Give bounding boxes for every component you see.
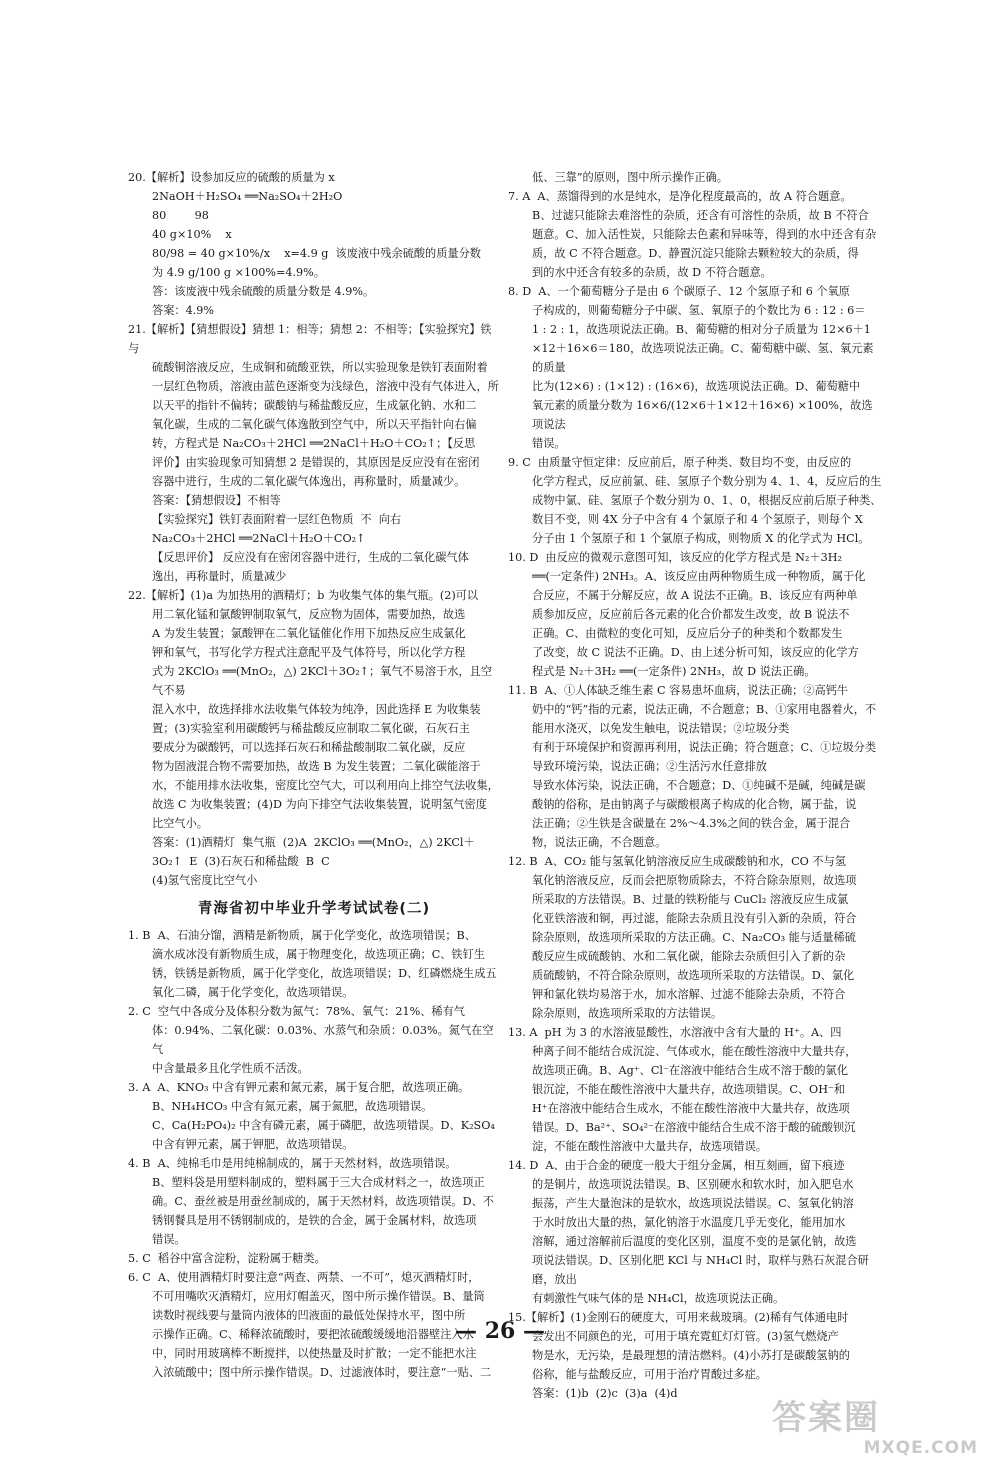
text-line: 钾和氧气，书写化学方程式注意配平及气体符号，所以化学方程 [152,646,466,659]
text-line: 除杂原则，故选项所采取的方法错误。 [532,1007,723,1020]
text-line: 式为 2KClO₃ ══(MnO₂，△) 2KCl＋3O₂↑；氧气不易溶于水，且空气不易 [152,665,493,697]
text-line: 锈钢餐具是用不锈钢制成的，是铁的合金，属于金属材料，故选项 [152,1214,477,1227]
text-line: 锈，铁锈是新物质，属于化学变化，故选项错误；D、红磷燃烧生成五 [152,967,497,980]
text-line: 故选项正确。B、Ag⁺、Cl⁻在溶液中能结合生成不溶于酸的氯化 [532,1064,848,1077]
text-line: 能用水浇灭，以免发生触电，说法错误；②垃圾分类 [532,722,790,735]
text-line: 答案：(1)b (2)c (3)a (4)d [532,1387,678,1400]
text-line: 物是水，无污染，是最理想的清洁燃料。(4)小苏打是碳酸氢钠的 [532,1349,850,1362]
text-line: 容器中进行，生成的二氧化碳气体逸出，再称量时，质量减少。 [152,475,466,488]
text-line: 【实验探究】铁钉表面附着一层红色物质 不 向右 [152,513,402,526]
text-line: 80 98 [152,209,209,222]
text-line: 氧化二磷，属于化学变化，故选项错误。 [152,986,354,999]
text-line: 要成分为碳酸钙，可以选择石灰石和稀盐酸制取二氧化碳，反应 [152,741,466,754]
text-line: 置；(3)实验室利用碳酸钙与稀盐酸反应制取二氧化碳，石灰石主 [152,722,470,735]
text-line: 法正确；②生铁是含碳量在 2%～4.3%之间的铁合金，属于混合 [532,817,851,830]
text-line: 15.【解析】(1)金刚石的硬度大，可用来裁玻璃。(2)稀有气体通电时 [508,1311,849,1324]
text-line: 分子由 1 个氢原子和 1 个氯原子构成，则物质 X 的化学式为 HCl。 [532,532,870,545]
section-title: 青海省初中毕业升学考试试卷(二) [197,901,431,917]
text-line: 有刺激性气味气体的是 NH₄Cl，故选项说法正确。 [532,1292,785,1305]
text-line: 溶解，通过溶解前后温度的变化区别，温度不变的是氯化钠，故选 [532,1235,857,1248]
text-line: B、过滤只能除去难溶性的杂质，还含有可溶性的杂质，故 B 不符合 [532,209,869,222]
text-line: 答案：(1)酒精灯 集气瓶 (2)A 2KClO₃ ══(MnO₂，△) 2KCl＋ [152,836,475,849]
text-line: 转，方程式是 Na₂CO₃＋2HCl ══2NaCl＋H₂O＋CO₂↑；【反思 [152,437,476,450]
right-column [508,168,882,1400]
text-line: (4)氢气密度比空气小 [152,874,258,887]
text-line: 物，说法正确，不合题意。 [532,836,667,849]
text-line: 氧化钠溶液反应，反而会把原物质除去，不符合除杂原则，故选项 [532,874,857,887]
text-line: 答案：4.9% [152,304,214,317]
text-line: 低、三靠”的原则，图中所示操作正确。 [532,171,728,184]
text-line: 正确。C、由微粒的变化可知，反应后分子的种类和个数都发生 [532,627,843,640]
text-line: 奶中的“钙”指的元素，说法正确，不合题意；B、①家用电器着火，不 [532,703,877,716]
text-line: 12. B A、CO₂ 能与氢氧化钠溶液反应生成碳酸钠和水，CO 不与氢 [508,855,846,868]
text-line: 故选 C 为收集装置；(4)D 为向下排空气法收集装置，说明氢气密度 [152,798,487,811]
text-line: 题意。C、加入活性炭，只能除去色素和异味等，得到的水中还含有杂 [532,228,877,241]
text-line: 入浓硫酸中；图中所示操作错误。D、过滤液体时，要注意“一贴、二 [152,1366,492,1379]
text-line: 导致水体污染，说法正确，不合题意；D、①纯碱不是碱，纯碱是碳 [532,779,866,792]
text-line: 逸出，再称量时，质量减少 [152,570,287,583]
text-line: 【反思评价】 反应没有在密闭容器中进行，生成的二氧化碳气体 [152,551,469,564]
text-line: 振荡，产生大量泡沫的是软水，故选项说法错误。C、氢氧化钠溶 [532,1197,854,1210]
text-line: 酸钠的俗称，是由钠离子与碳酸根离子构成的化合物，属于盐，说 [532,798,857,811]
text-line: 2. C 空气中各成分及体积分数为氮气：78%、氧气：21%、稀有气 [128,1005,465,1018]
text-line: 评价】由实验现象可知猜想 2 是错误的，其原因是反应没有在密闭 [152,456,480,469]
text-line: A 为发生装置；氯酸钾在二氧化锰催化作用下加热反应生成氯化 [152,627,466,640]
text-line: 钾和氯化铁均易溶于水，加水溶解、过滤不能除去杂质，不符合 [532,988,846,1001]
text-line: 1 : 2 : 1，故选项说法正确。B、葡萄糖的相对分子质量为 12×6＋1 [532,323,871,336]
text-line: 于水时放出大量的热，氯化钠溶于水温度几乎无变化，能用加水 [532,1216,846,1229]
text-line: 用二氧化锰和氯酸钾制取氧气，反应物为固体，需要加热，故选 [152,608,466,621]
text-line: 质硫酸钠，不符合除杂原则，故选项所采取的方法错误。D、氯化 [532,969,855,982]
text-line: B、NH₄HCO₃ 中含有氮元素，属于氮肥，故选项错误。 [152,1100,433,1113]
text-line: 读数时视线要与量筒内液体的凹液面的最低处保持水平，图中所 [152,1309,466,1322]
text-line: 俗称，能与盐酸反应，可用于治疗胃酸过多症。 [532,1368,767,1381]
text-line: 化亚铁溶液和铜，再过滤，能除去杂质且没有引入新的杂质，符合 [532,912,857,925]
text-line: 的是铜片，故选项说法错误。B、区别硬水和软水时，加入肥皂水 [532,1178,854,1191]
text-line: 错误。 [532,437,566,450]
text-line: 20.【解析】设参加反应的硫酸的质量为 x [128,171,335,184]
text-line: ══(一定条件) 2NH₃。A、该反应由两种物质生成一种物质，属于化 [532,570,866,583]
text-line: 确。C、蚕丝被是用蚕丝制成的，属于天然材料，故选项错误。D、不 [152,1195,494,1208]
text-line: 会发出不同颜色的光，可用于填充霓虹灯灯管。(3)氢气燃烧产 [532,1330,839,1343]
text-line: 示操作正确。C、稀释浓硫酸时，要把浓硫酸缓缓地沿器壁注入水 [152,1328,474,1341]
text-line: 滴水成冰没有新物质生成，属于物理变化，故选项正确；C、铁钉生 [152,948,485,961]
text-line: 混入水中，故选择排水法收集气体较为纯净，因此选择 E 为收集装 [152,703,481,716]
text-line: 淀，不能在酸性溶液中大量共存，故选项错误。 [532,1140,767,1153]
page-number: — 26 — [455,1318,545,1344]
text-line: 中，同时用玻璃棒不断搅拌，以使热量及时扩散；一定不能把水注 [152,1347,477,1360]
text-line: 所采取的方法错误。B、过量的铁粉能与 CuCl₂ 溶液反应生成氯 [532,893,849,906]
text-line: 14. D A、由于合金的硬度一般大于组分金属，相互刻画，留下痕迹 [508,1159,845,1172]
text-line: 13. A pH 为 3 的水溶液显酸性，水溶液中含有大量的 H⁺。A、四 [508,1026,842,1039]
text-line: 3. A A、KNO₃ 中含有钾元素和氮元素，属于复合肥，故选项正确。 [128,1081,470,1094]
text-line: 种离子间不能结合成沉淀、气体或水，能在酸性溶液中大量共存， [532,1045,857,1058]
text-line: H⁺在溶液中能结合生成水，不能在酸性溶液中大量共存，故选项 [532,1102,850,1115]
text-line: 11. B A、①人体缺乏维生素 C 容易患坏血病，说法正确；②高钙牛 [508,684,849,697]
text-line: 物为固液混合物不需要加热，故选 B 为发生装置；二氧化碳能溶于 [152,760,481,773]
text-line: 错误。D、Ba²⁺、SO₄²⁻在溶液中能结合生成不溶于酸的硫酸钡沉 [532,1121,856,1134]
text-line: C、Ca(H₂PO₄)₂ 中含有磷元素，属于磷肥，故选项错误。D、K₂SO₄ [152,1119,495,1132]
text-line: 化学方程式，反应前氯、硅、氢原子个数分别为 4、1、4，反应后的生 [532,475,882,488]
text-line: 为 4.9 g/100 g ×100%=4.9%。 [152,266,325,279]
text-line: 到的水中还含有较多的杂质，故 D 不符合题意。 [532,266,772,279]
text-line: 答案：【猜想假设】不相等 [152,494,281,507]
text-line: 除杂原则，故选项所采取的方法正确。C、Na₂CO₃ 能与适量稀硫 [532,931,856,944]
text-line: 导致环境污染，说法正确；②生活污水任意排放 [532,760,767,773]
text-line: 5. C 稻谷中富含淀粉，淀粉属于糖类。 [128,1252,326,1265]
text-line: 氧化碳，生成的二氧化碳气体逸散到空气中，所以天平指针向右偏 [152,418,477,431]
text-line: 比为(12×6) : (1×12) : (16×6)，故选项说法正确。D、葡萄糖中 [532,380,861,393]
text-line: 9. C 由质量守恒定律：反应前后，原子种类、数目均不变，由反应的 [508,456,852,469]
text-line: 银沉淀，不能在酸性溶液中大量共存，故选项错误。C、OH⁻和 [532,1083,846,1096]
text-line: 8. D A、一个葡萄糖分子是由 6 个碳原子、12 个氢原子和 6 个氧原 [508,285,850,298]
text-line: B、塑料袋是用塑料制成的，塑料属于三大合成材料之一，故选项正 [152,1176,485,1189]
text-line: 子构成的，则葡萄糖分子中碳、氢、氧原子的个数比为 6 : 12 : 6＝ [532,304,866,317]
watermark-logo [772,1398,992,1466]
text-line: 氧元素的质量分数为 16×6/(12×6＋1×12＋16×6) ×100%，故选项说法 [532,399,873,431]
text-line: 质参加反应，反应前后各元素的化合价都发生改变，故 B 说法不 [532,608,850,621]
watermark-url: MXQE.COM [863,1438,978,1458]
text-line: 有利于环境保护和资源再利用，说法正确；符合题意；C、①垃圾分类 [532,741,877,754]
text-line: 7. A A、蒸馏得到的水是纯水，是净化程度最高的，故 A 符合题意。 [508,190,852,203]
text-line: 合反应，不属于分解反应，故 A 说法不正确。B、该反应有两种单 [532,589,858,602]
text-line: 2NaOH＋H₂SO₄ ══Na₂SO₄＋2H₂O [152,190,343,203]
text-line: 体：0.94%、二氧化碳：0.03%、水蒸气和杂质：0.03%。氮气在空气 [152,1024,494,1056]
text-line: 不可用嘴吹灭酒精灯，应用灯帽盖灭，图中所示操作错误。B、量筒 [152,1290,485,1303]
text-line: 中含量最多且化学性质不活泼。 [152,1062,309,1075]
text-line: 10. D 由反应的微观示意图可知，该反应的化学方程式是 N₂＋3H₂ [508,551,842,564]
text-line: 以天平的指针不偏转；碳酸钠与稀盐酸反应，生成氯化钠、水和二 [152,399,477,412]
text-line: ×12＋16×6＝180，故选项说法正确。C、葡萄糖中碳、氢、氧元素的质量 [532,342,874,374]
text-line: 21.【解析】【猜想假设】猜想 1：相等；猜想 2：不相等；【实验探究】铁与 [128,323,492,355]
text-line: 项说法错误。D、区别化肥 KCl 与 NH₄Cl 时，取样与熟石灰混合研磨，放出 [532,1254,869,1286]
text-line: 一层红色物质，溶液由蓝色逐渐变为浅绿色，溶液中没有气体进入，所 [152,380,499,393]
text-line: 1. B A、石油分馏，酒精是新物质，属于化学变化，故选项错误；B、 [128,929,476,942]
text-line: 错误。 [152,1233,186,1246]
text-line: 水，不能用排水法收集，密度比空气大，可以利用向上排空气法收集， [152,779,499,792]
text-line: 了改变，故 C 说法不正确。D、由上述分析可知，该反应的化学方 [532,646,859,659]
text-line: 3O₂↑ E (3)石灰石和稀盐酸 B C [152,855,330,868]
text-line: 答：该废液中残余硫酸的质量分数是 4.9%。 [152,285,375,298]
text-line: 硫酸铜溶液反应，生成铜和硫酸亚铁，所以实验现象是铁钉表面附着 [152,361,488,374]
text-line: 4. B A、纯棉毛巾是用纯棉制成的，属于天然材料，故选项错误。 [128,1157,457,1170]
text-line: 成物中氯、硅、氢原子个数分别为 0、1、0，根据反应前后原子种类、 [532,494,882,507]
text-line: 数目不变，则 4X 分子中含有 4 个氯原子和 4 个氢原子，则每个 X [532,513,863,526]
text-line: 80/98 = 40 g×10%/x x=4.9 g 该废液中残余硫酸的质量分数 [152,247,481,260]
text-line: 22.【解析】(1)a 为加热用的酒精灯；b 为收集气体的集气瓶。(2)可以 [128,589,479,602]
text-line: 程式是 N₂＋3H₂ ══(一定条件) 2NH₃，故 D 说法正确。 [532,665,816,678]
text-line: 中含有钾元素，属于钾肥，故选项错误。 [152,1138,354,1151]
text-line: 比空气小。 [152,817,208,830]
text-line: Na₂CO₃＋2HCl ══2NaCl＋H₂O＋CO₂↑ [152,532,366,545]
text-line: 酸反应生成硫酸钠、水和二氧化碳，能除去杂质但引入了新的杂 [532,950,846,963]
watermark-text: 答案圈 [772,1398,880,1438]
text-line: 质，故 C 不符合题意。D、静置沉淀只能除去颗粒较大的杂质，得 [532,247,859,260]
text-line: 40 g×10% x [152,228,232,241]
text-line: 6. C A、使用酒精灯时要注意“两查、两禁、一不可”，熄灭酒精灯时， [128,1271,480,1284]
